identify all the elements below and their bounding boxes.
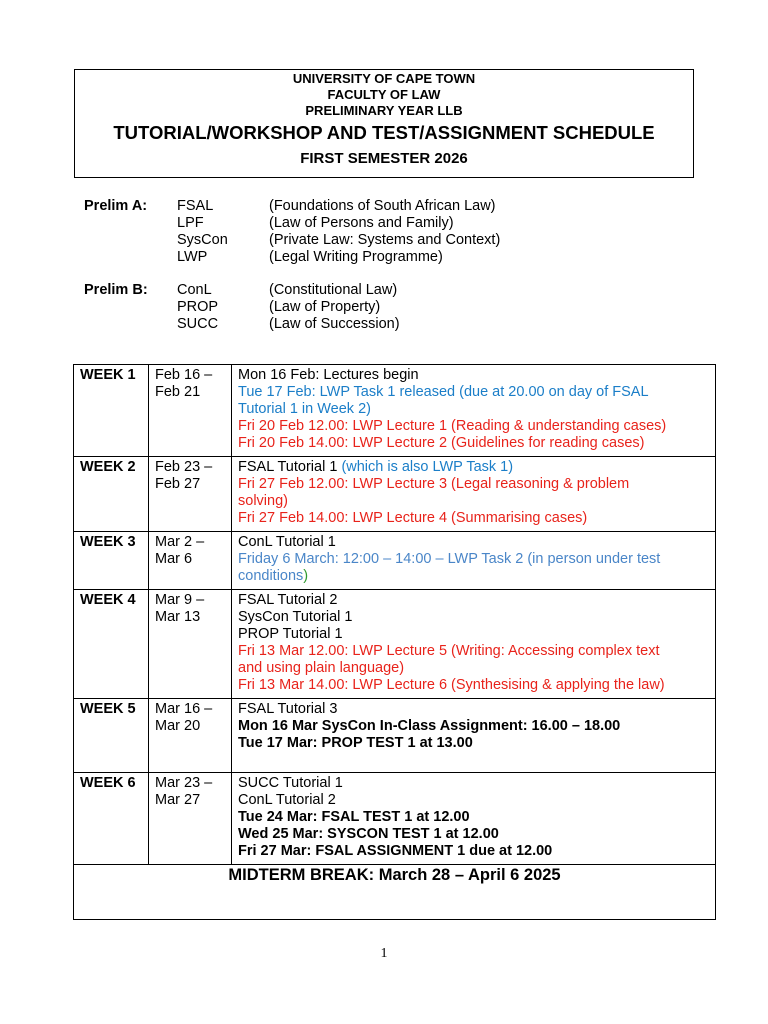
date-end: Mar 20 xyxy=(155,718,201,734)
event-line: FSAL Tutorial 2 xyxy=(238,592,338,608)
week-events xyxy=(232,773,716,865)
course-name: (Law of Succession) xyxy=(269,316,400,332)
event-line: PROP Tutorial 1 xyxy=(238,626,343,642)
week-events xyxy=(232,457,716,532)
midterm-break-banner: MIDTERM BREAK: March 28 – April 6 2025 xyxy=(74,865,716,920)
course-abbr: LPF xyxy=(177,215,204,231)
week-events xyxy=(232,699,716,773)
event-line: Tutorial 1 in Week 2) xyxy=(238,401,371,417)
week-events xyxy=(232,365,716,457)
course-abbr: SUCC xyxy=(177,316,219,332)
document-header xyxy=(74,69,694,178)
table-row xyxy=(74,457,716,532)
schedule-table xyxy=(73,364,716,920)
programme-name: PRELIMINARY YEAR LLB xyxy=(305,103,463,118)
date-end: Mar 27 xyxy=(155,792,201,808)
table-row xyxy=(74,590,716,699)
date-start: Feb 16 – xyxy=(155,367,213,383)
event-line: FSAL Tutorial 3 xyxy=(238,701,338,717)
course-name: (Foundations of South African Law) xyxy=(269,198,496,214)
date-end: Feb 21 xyxy=(155,384,201,400)
event-line: solving) xyxy=(238,493,288,509)
week-dates xyxy=(149,365,232,457)
week-dates xyxy=(149,699,232,773)
course-abbr: LWP xyxy=(177,249,208,265)
date-end: Mar 13 xyxy=(155,609,201,625)
event-line: Wed 25 Mar: SYSCON TEST 1 at 12.00 xyxy=(238,826,499,842)
event-line: and using plain language) xyxy=(238,660,405,676)
prelim-b-label: Prelim B: xyxy=(84,282,148,298)
course-abbr: PROP xyxy=(177,299,219,315)
event-text: conditions xyxy=(238,568,304,584)
table-row xyxy=(74,532,716,590)
week-events xyxy=(232,532,716,590)
event-line: Friday 6 March: 12:00 – 14:00 – LWP Task 2 (in person under test xyxy=(238,551,661,567)
faculty-name: FACULTY OF LAW xyxy=(327,87,441,102)
date-start: Mar 16 – xyxy=(155,701,213,717)
event-line: SysCon Tutorial 1 xyxy=(238,609,353,625)
event-text: ) xyxy=(303,568,309,584)
week-label: WEEK 1 xyxy=(74,365,149,457)
week-label: WEEK 4 xyxy=(74,590,149,699)
week-dates xyxy=(149,532,232,590)
event-line: Fri 13 Mar 14.00: LWP Lecture 6 (Synthesising & applying the law) xyxy=(238,677,665,693)
week-label: WEEK 6 xyxy=(74,773,149,865)
week-dates xyxy=(149,457,232,532)
table-row xyxy=(74,365,716,457)
event-line: Fri 27 Feb 14.00: LWP Lecture 4 (Summarising cases) xyxy=(238,510,588,526)
course-name: (Law of Persons and Family) xyxy=(269,215,454,231)
event-line: Fri 20 Feb 12.00: LWP Lecture 1 (Reading & understanding cases) xyxy=(238,418,667,434)
page-number: 1 xyxy=(380,946,388,961)
course-name: (Legal Writing Programme) xyxy=(269,249,443,265)
course-name: (Law of Property) xyxy=(269,299,381,315)
event-text: FSAL Tutorial 1 xyxy=(238,459,342,475)
date-end: Feb 27 xyxy=(155,476,201,492)
table-row xyxy=(74,865,716,920)
event-line xyxy=(238,459,709,476)
course-row xyxy=(177,282,397,299)
course-row xyxy=(177,198,496,215)
date-end: Mar 6 xyxy=(155,551,193,567)
week-dates xyxy=(149,773,232,865)
course-row xyxy=(177,232,500,249)
prelim-a-label: Prelim A: xyxy=(84,198,148,214)
event-line: Fri 13 Mar 12.00: LWP Lecture 5 (Writing: Accessing complex text xyxy=(238,643,660,659)
course-row xyxy=(177,249,443,266)
event-line: Fri 27 Feb 12.00: LWP Lecture 3 (Legal reasoning & problem xyxy=(238,476,630,492)
course-row xyxy=(177,215,454,232)
week-dates xyxy=(149,590,232,699)
table-row xyxy=(74,773,716,865)
week-label: WEEK 3 xyxy=(74,532,149,590)
event-line xyxy=(238,568,709,585)
course-row xyxy=(177,299,380,316)
event-line: Mon 16 Mar SysCon In-Class Assignment: 16.00 – 18.00 xyxy=(238,718,621,734)
week-label: WEEK 5 xyxy=(74,699,149,773)
event-line: ConL Tutorial 2 xyxy=(238,792,336,808)
event-note: (which is also LWP Task 1) xyxy=(341,459,514,475)
date-start: Mar 9 – xyxy=(155,592,205,608)
event-line: Tue 17 Mar: PROP TEST 1 at 13.00 xyxy=(238,735,473,751)
course-name: (Private Law: Systems and Context) xyxy=(269,232,501,248)
table-row xyxy=(74,699,716,773)
course-abbr: SysCon xyxy=(177,232,228,248)
event-line: Tue 24 Mar: FSAL TEST 1 at 12.00 xyxy=(238,809,470,825)
event-line: SUCC Tutorial 1 xyxy=(238,775,343,791)
university-name: UNIVERSITY OF CAPE TOWN xyxy=(292,71,476,86)
event-line: Tue 17 Feb: LWP Task 1 released (due at 20.00 on day of FSAL xyxy=(238,384,649,400)
course-abbr: FSAL xyxy=(177,198,214,214)
event-line: ConL Tutorial 1 xyxy=(238,534,336,550)
document-title: TUTORIAL/WORKSHOP AND TEST/ASSIGNMENT SCHEDULE xyxy=(113,122,655,143)
event-line: Mon 16 Feb: Lectures begin xyxy=(238,367,419,383)
date-start: Mar 2 – xyxy=(155,534,205,550)
date-start: Mar 23 – xyxy=(155,775,213,791)
course-row xyxy=(177,316,400,333)
event-line: Fri 20 Feb 14.00: LWP Lecture 2 (Guidelines for reading cases) xyxy=(238,435,645,451)
course-name: (Constitutional Law) xyxy=(269,282,398,298)
course-abbr: ConL xyxy=(177,282,212,298)
week-events xyxy=(232,590,716,699)
event-line: Fri 27 Mar: FSAL ASSIGNMENT 1 due at 12.00 xyxy=(238,843,553,859)
week-label: WEEK 2 xyxy=(74,457,149,532)
date-start: Feb 23 – xyxy=(155,459,213,475)
semester-label: FIRST SEMESTER 2026 xyxy=(300,150,468,167)
